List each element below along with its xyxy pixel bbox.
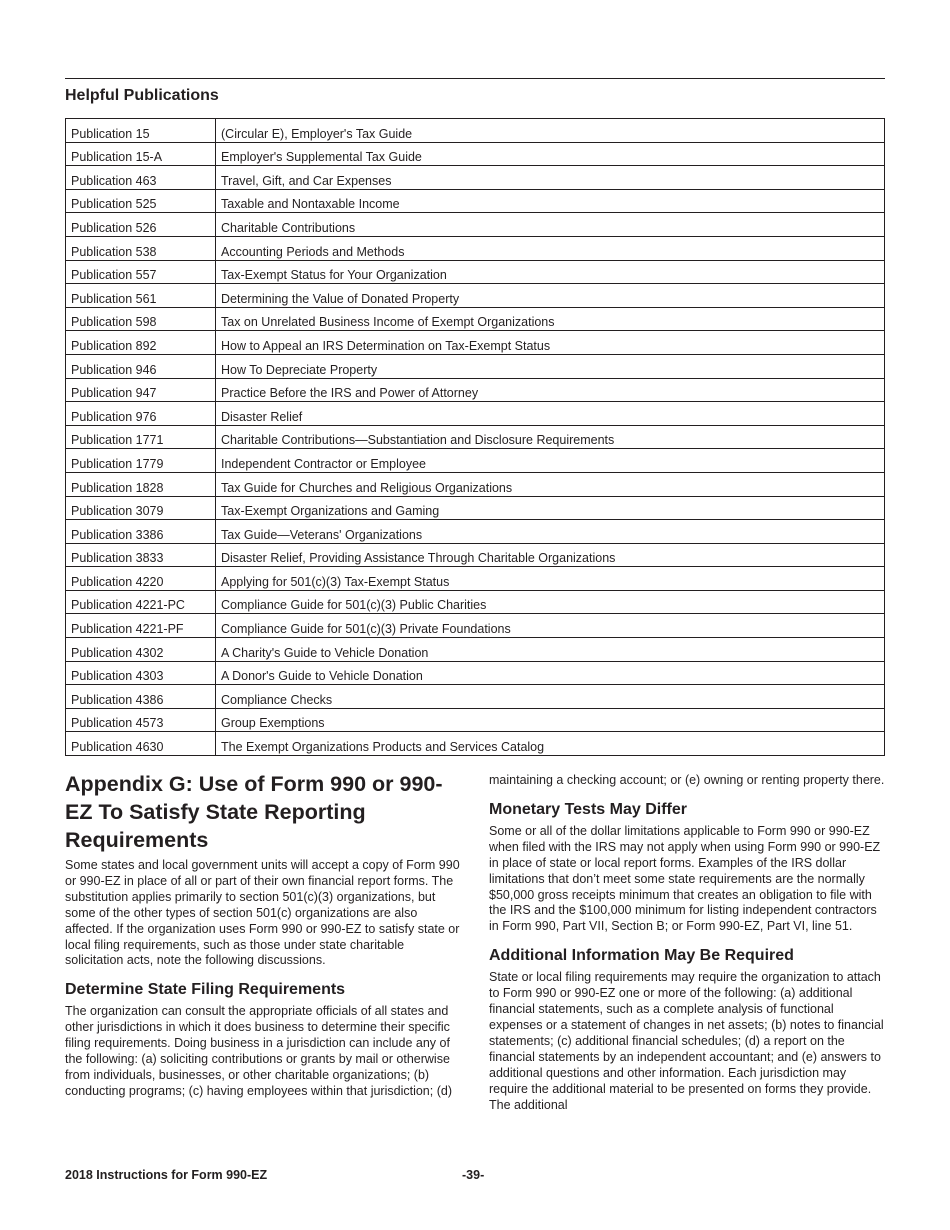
publication-number: Publication 4303 <box>66 661 216 685</box>
publication-number: Publication 4386 <box>66 685 216 709</box>
table-row <box>66 119 885 143</box>
publication-number: Publication 3386 <box>66 520 216 544</box>
publication-title: Accounting Periods and Methods <box>216 236 885 260</box>
publication-number: Publication 3079 <box>66 496 216 520</box>
table-row <box>66 236 885 260</box>
table-row <box>66 189 885 213</box>
publication-title: Determining the Value of Donated Property <box>216 284 885 308</box>
publication-number: Publication 538 <box>66 236 216 260</box>
publication-title: The Exempt Organizations Products and Services Catalog <box>216 732 885 756</box>
table-row <box>66 213 885 237</box>
state-filing-text: The organization can consult the appropriate officials of all states and other jurisdictions in which it does business to determine their specific filing requirements. Doing business in a jurisdiction can include any of the following: (a) soliciting contributions or grants by mail or otherwise from individuals, businesses, or other charitable organizations; (b) conducting programs; (c) having employees within that jurisdiction; (d) <box>65 1004 452 1098</box>
table-row <box>66 567 885 591</box>
publication-number: Publication 15-A <box>66 142 216 166</box>
table-row <box>66 732 885 756</box>
publication-number: Publication 946 <box>66 354 216 378</box>
publication-number: Publication 892 <box>66 331 216 355</box>
publication-title: Employer's Supplemental Tax Guide <box>216 142 885 166</box>
helpful-publications-title: Helpful Publications <box>65 87 219 104</box>
table-row <box>66 472 885 496</box>
table-row <box>66 449 885 473</box>
footer-page-number: -39- <box>462 1168 485 1182</box>
publication-number: Publication 557 <box>66 260 216 284</box>
publication-number: Publication 4630 <box>66 732 216 756</box>
table-row <box>66 496 885 520</box>
publication-title: Tax Guide—Veterans' Organizations <box>216 520 885 544</box>
publication-number: Publication 15 <box>66 119 216 143</box>
table-row <box>66 142 885 166</box>
publication-number: Publication 561 <box>66 284 216 308</box>
table-row <box>66 543 885 567</box>
table-row <box>66 708 885 732</box>
publication-number: Publication 525 <box>66 189 216 213</box>
publication-title: Disaster Relief <box>216 402 885 426</box>
publication-number: Publication 4220 <box>66 567 216 591</box>
publication-title: Taxable and Nontaxable Income <box>216 189 885 213</box>
publication-number: Publication 4221-PC <box>66 590 216 614</box>
appendix-title: Appendix G: Use of Form 990 or 990-EZ To Satisfy State Reporting Requirements <box>65 772 443 852</box>
publication-number: Publication 1771 <box>66 425 216 449</box>
publication-title: Applying for 501(c)(3) Tax-Exempt Status <box>216 567 885 591</box>
table-row <box>66 378 885 402</box>
publication-title: A Donor's Guide to Vehicle Donation <box>216 661 885 685</box>
publication-number: Publication 4221-PF <box>66 614 216 638</box>
state-filing-heading: Determine State Filing Requirements <box>65 981 346 999</box>
publication-number: Publication 1779 <box>66 449 216 473</box>
publication-title: Tax on Unrelated Business Income of Exempt Organizations <box>216 307 885 331</box>
publications-table <box>65 118 885 756</box>
table-row <box>66 590 885 614</box>
publication-number: Publication 4302 <box>66 638 216 662</box>
table-row <box>66 661 885 685</box>
footer-form-name: 2018 Instructions for Form 990-EZ <box>65 1168 268 1182</box>
publication-title: Tax Guide for Churches and Religious Organizations <box>216 472 885 496</box>
publication-title: Charitable Contributions—Substantiation and Disclosure Requirements <box>216 425 885 449</box>
continued-text: maintaining a checking account; or (e) owning or renting property there. <box>489 773 885 787</box>
publication-number: Publication 463 <box>66 166 216 190</box>
publication-title: A Charity's Guide to Vehicle Donation <box>216 638 885 662</box>
publication-title: How To Depreciate Property <box>216 354 885 378</box>
table-row <box>66 402 885 426</box>
publication-title: Tax-Exempt Organizations and Gaming <box>216 496 885 520</box>
table-row <box>66 260 885 284</box>
table-row <box>66 354 885 378</box>
publication-number: Publication 526 <box>66 213 216 237</box>
publication-number: Publication 598 <box>66 307 216 331</box>
publication-number: Publication 1828 <box>66 472 216 496</box>
publication-title: Disaster Relief, Providing Assistance Through Charitable Organizations <box>216 543 885 567</box>
table-row <box>66 614 885 638</box>
publication-number: Publication 4573 <box>66 708 216 732</box>
publication-title: Charitable Contributions <box>216 213 885 237</box>
publication-title: Compliance Guide for 501(c)(3) Private Foundations <box>216 614 885 638</box>
left-column <box>65 770 460 1100</box>
top-rule <box>65 78 885 79</box>
publication-title: Compliance Guide for 501(c)(3) Public Charities <box>216 590 885 614</box>
publication-number: Publication 947 <box>66 378 216 402</box>
publication-title: Compliance Checks <box>216 685 885 709</box>
table-row <box>66 307 885 331</box>
right-column <box>489 773 885 1113</box>
publication-title: (Circular E), Employer's Tax Guide <box>216 119 885 143</box>
monetary-tests-text: Some or all of the dollar limitations applicable to Form 990 or 990-EZ when filed with the IRS may not apply when using Form 990 or 990-EZ in place of state or local report forms. Examples of the IRS dollar limitations that don’t meet some state requirements are the normally $50,000 gross receipts minimum that creates an obligation to file with the IRS and the $100,000 minimum for listing independent contractors in Form 990, Part VII, Section B; or Form 990-EZ, Part VI, line 51. <box>489 823 881 934</box>
table-row <box>66 166 885 190</box>
table-row <box>66 638 885 662</box>
monetary-tests-heading: Monetary Tests May Differ <box>489 800 687 818</box>
table-row <box>66 284 885 308</box>
publication-title: Group Exemptions <box>216 708 885 732</box>
publication-title: Travel, Gift, and Car Expenses <box>216 166 885 190</box>
table-row <box>66 685 885 709</box>
additional-info-text: State or local filing requirements may require the organization to attach to Form 990 or 990-EZ one or more of the following: (a) additional financial statements, such as a complete analysis of functional expenses or a statement of changes in net assets; (b) notes to financial statements; (c) additional financial schedules; (d) a report on the financial statements by an independent accountant; and (e) answers to additional questions and other information. Each jurisdiction may require the additional material to be presented on forms they provide. The additional <box>489 970 884 1112</box>
additional-info-heading: Additional Information May Be Required <box>489 947 794 965</box>
publication-title: Tax-Exempt Status for Your Organization <box>216 260 885 284</box>
appendix-intro: Some states and local government units will accept a copy of Form 990 or 990-EZ in place of all or part of their own financial report forms. The substitution applies primarily to section 501(c)(3) organizations, but some of the other types of section 501(c) organizations are also affected. If the organization uses Form 990 or 990-EZ to satisfy state or local filing requirements, such as those under state charitable solicitation acts, note the following discussions. <box>65 858 460 968</box>
publication-title: Independent Contractor or Employee <box>216 449 885 473</box>
publication-number: Publication 976 <box>66 402 216 426</box>
publication-number: Publication 3833 <box>66 543 216 567</box>
publication-title: Practice Before the IRS and Power of Attorney <box>216 378 885 402</box>
table-row <box>66 425 885 449</box>
table-row <box>66 331 885 355</box>
publication-title: How to Appeal an IRS Determination on Tax-Exempt Status <box>216 331 885 355</box>
table-row <box>66 520 885 544</box>
